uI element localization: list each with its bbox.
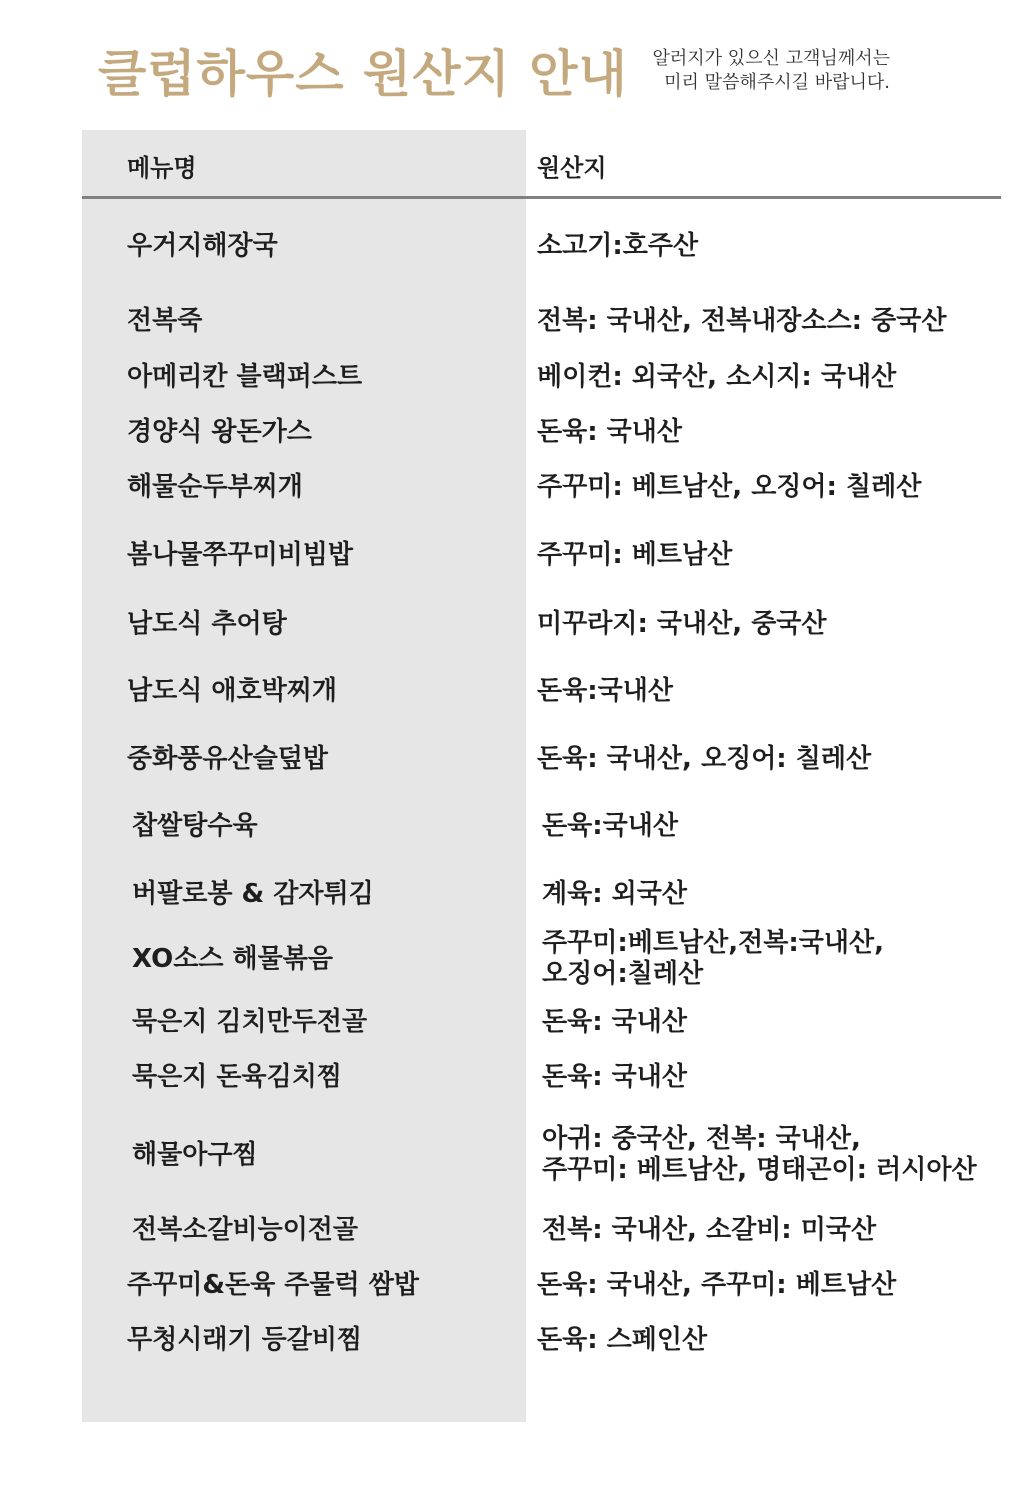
origin-line: 아귀: 중국산, 전복: 국내산, xyxy=(542,1124,861,1154)
menu-name: 무청시래기 등갈비찜 xyxy=(127,1324,363,1355)
origin-line: 돈육: 국내산 xyxy=(542,1061,688,1092)
origin-line: 돈육: 국내산 xyxy=(537,416,683,447)
origin-line: 계육: 외국산 xyxy=(542,878,688,909)
origin-info xyxy=(537,472,921,503)
origin-line: 전복: 국내산, 소갈비: 미국산 xyxy=(542,1214,877,1245)
menu-name: 주꾸미&돈육 주물럭 쌈밥 xyxy=(127,1269,419,1300)
menu-name: XO소스 해물볶음 xyxy=(132,943,333,974)
menu-name: 중화풍유산슬덮밥 xyxy=(127,743,328,774)
menu-name: 전복죽 xyxy=(127,305,203,336)
origin-line: 돈육: 스페인산 xyxy=(537,1324,708,1355)
origin-line: 주꾸미: 베트남산 xyxy=(537,539,733,570)
menu-name: 아메리칸 블랙퍼스트 xyxy=(127,361,363,392)
menu-name: 경양식 왕돈가스 xyxy=(127,416,312,447)
origin-line: 미꾸라지: 국내산, 중국산 xyxy=(537,608,827,639)
origin-info xyxy=(537,1325,707,1356)
origin-info xyxy=(542,879,687,910)
origin-line: 돈육:국내산 xyxy=(537,675,673,706)
origin-info xyxy=(542,928,884,990)
allergy-notice xyxy=(620,47,890,95)
origin-column-header: 원산지 xyxy=(537,154,607,182)
origin-info xyxy=(537,417,682,448)
page-title: 클럽하우스 원산지 안내 xyxy=(98,45,628,103)
menu-name: 남도식 애호박찌개 xyxy=(127,675,337,706)
menu-name: 해물아구찜 xyxy=(132,1139,258,1170)
origin-info xyxy=(542,1215,876,1246)
origin-line: 주꾸미:베트남산,전복:국내산, xyxy=(542,928,884,958)
menu-name: 찹쌀탕수육 xyxy=(132,810,258,841)
origin-info xyxy=(537,1270,896,1301)
origin-line: 돈육: 국내산, 오징어: 칠레산 xyxy=(537,743,872,774)
menu-name: 남도식 추어탕 xyxy=(127,608,287,639)
origin-line: 전복: 국내산, 전복내장소스: 중국산 xyxy=(537,305,947,336)
origin-info xyxy=(537,231,698,262)
allergy-notice-line: 미리 말씀해주시길 바랍니다. xyxy=(664,72,890,93)
origin-info xyxy=(537,540,732,571)
menu-name: 해물순두부찌개 xyxy=(127,471,303,502)
origin-info xyxy=(537,744,871,775)
origin-info xyxy=(537,609,827,640)
origin-line: 돈육: 국내산, 주꾸미: 베트남산 xyxy=(537,1269,897,1300)
menu-name: 전복소갈비능이전골 xyxy=(132,1214,359,1245)
origin-info xyxy=(542,1062,687,1093)
origin-line: 오징어:칠레산 xyxy=(542,959,704,989)
origin-line: 베이컨: 외국산, 소시지: 국내산 xyxy=(537,361,897,392)
origin-info xyxy=(537,676,673,707)
origin-line: 돈육:국내산 xyxy=(542,810,678,841)
menu-name: 봄나물쭈꾸미비빔밥 xyxy=(127,539,354,570)
menu-name: 묵은지 돈육김치찜 xyxy=(132,1061,342,1092)
origin-info xyxy=(542,1124,977,1186)
origin-line: 돈육: 국내산 xyxy=(542,1006,688,1037)
origin-line: 소고기:호주산 xyxy=(537,230,699,261)
origin-info xyxy=(542,811,678,842)
origin-info xyxy=(542,1007,687,1038)
origin-line: 주꾸미: 베트남산, 오징어: 칠레산 xyxy=(537,471,922,502)
menu-name: 버팔로봉 & 감자튀김 xyxy=(132,878,374,909)
menu-column-header: 메뉴명 xyxy=(127,154,197,182)
allergy-notice-line: 알러지가 있으신 고객님께서는 xyxy=(652,48,890,69)
origin-info xyxy=(537,306,946,337)
header-divider xyxy=(82,196,1001,199)
origin-line: 주꾸미: 베트남산, 명태곤이: 러시아산 xyxy=(542,1155,977,1185)
origin-info xyxy=(537,362,896,393)
menu-name: 우거지해장국 xyxy=(127,230,278,261)
menu-name: 묵은지 김치만두전골 xyxy=(132,1006,368,1037)
